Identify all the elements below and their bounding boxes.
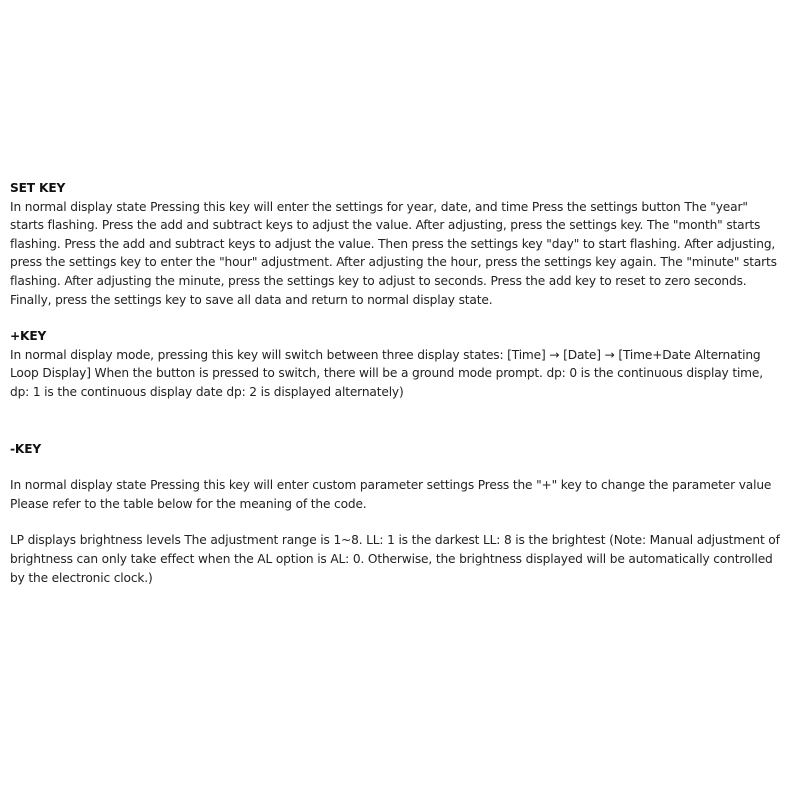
plus-key-description: In normal display mode, pressing this key will switch between three display states: [Time] → [Date] → [Time+Date Alternating Loop Display] When the button is pressed to switch, there will be a ground mode prompt. dp: 0 is the continuous display time, dp: 1 is the continuous display date dp: 2 is displayed alternately) xyxy=(10,347,763,399)
set-key-heading: SET KEY xyxy=(10,181,66,195)
set-key-description: In normal display state Pressing this key will enter the settings for year, date, and time Press the settings button The "year" starts flashing. Press the add and subtract keys to adjust the value. After adjusting, press the settings key. The "month" starts flashing. Press the add and subtract keys to adjust the value. Then press the settings key "day" to start flashing. After adjusting, press the settings key to enter the "hour" adjustment. After adjusting the hour, press the settings key again. The "minute" starts flashing. After adjusting the minute, press the settings key to adjust to seconds. Press the add key to reset to zero seconds. Finally, press the settings key to save all data and return to normal display state. xyxy=(10,199,777,307)
minus-key-heading: -KEY xyxy=(10,441,42,456)
document-body xyxy=(10,179,780,587)
minus-key-description: In normal display state Pressing this key will enter custom parameter settings Press the "+" key to change the parameter value Please refer to the table below for the meaning of the code. xyxy=(10,478,772,511)
plus-key-heading: +KEY xyxy=(10,329,47,344)
plus-key-section xyxy=(10,327,780,401)
section-spacer xyxy=(10,402,780,440)
minus-key-section xyxy=(10,440,780,588)
heading-spacer xyxy=(10,458,780,476)
section-spacer xyxy=(10,309,780,327)
brightness-note: LP displays brightness levels The adjustment range is 1~8. LL: 1 is the darkest LL: 8 is the brightest (Note: Manual adjustment of brightness can only take effect when the AL option is AL: 0. Otherwise, the brightness displayed will be automatically controlled by the electronic clock.) xyxy=(10,533,780,585)
paragraph-spacer xyxy=(10,513,780,531)
set-key-section xyxy=(10,179,780,309)
